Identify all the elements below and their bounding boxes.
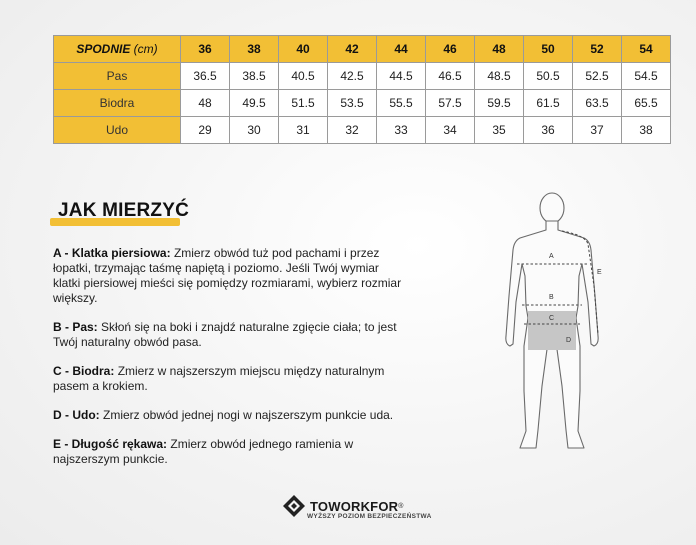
table-cell: 36.5 [181, 63, 230, 90]
size-header: 46 [426, 36, 475, 63]
size-header: 42 [328, 36, 377, 63]
brand-tagline: WYŻSZY POZIOM BEZPIECZEŃSTWA [307, 513, 432, 520]
body-measurement-figure [502, 186, 620, 458]
table-row [54, 90, 671, 117]
table-cell: 38 [622, 117, 671, 144]
table-cell: 65.5 [622, 90, 671, 117]
table-row [54, 63, 671, 90]
unit-label: (cm) [133, 42, 158, 56]
label-d: D [566, 337, 572, 344]
table-cell: 33 [377, 117, 426, 144]
measurement-instructions [53, 246, 403, 481]
table-cell: 40.5 [279, 63, 328, 90]
table-cell: 48 [181, 90, 230, 117]
label-e: E [597, 269, 602, 276]
size-header: 44 [377, 36, 426, 63]
table-cell: 54.5 [622, 63, 671, 90]
garment-label: SPODNIE [76, 42, 131, 56]
size-header: 48 [475, 36, 524, 63]
label-c: C [549, 315, 555, 322]
size-header: 50 [524, 36, 573, 63]
instruction-text: Skłoń się na boki i znajdź naturalne zgięcie ciała; to jest Twój naturalny obwód pasa. [53, 320, 397, 349]
instruction-waist [53, 320, 403, 350]
table-cell: 34 [426, 117, 475, 144]
table-cell: 57.5 [426, 90, 475, 117]
instruction-term: B - Pas: [53, 320, 98, 334]
instruction-term: D - Udo: [53, 408, 100, 422]
label-b: B [549, 294, 554, 301]
size-header: 40 [279, 36, 328, 63]
table-cell: 63.5 [573, 90, 622, 117]
diamond-logo-icon [282, 494, 306, 518]
size-header: 54 [622, 36, 671, 63]
instruction-term: C - Biodra: [53, 364, 115, 378]
instruction-chest [53, 246, 403, 306]
table-cell: 35 [475, 117, 524, 144]
size-header: 38 [230, 36, 279, 63]
table-cell: 31 [279, 117, 328, 144]
section-title: JAK MIERZYĆ [58, 200, 189, 221]
table-cell: 37 [573, 117, 622, 144]
table-cell: 49.5 [230, 90, 279, 117]
size-header-row [54, 36, 671, 63]
instruction-term: A - Klatka piersiowa: [53, 246, 171, 260]
table-cell: 42.5 [328, 63, 377, 90]
table-cell: 38.5 [230, 63, 279, 90]
label-a: A [549, 253, 554, 260]
table-cell: 29 [181, 117, 230, 144]
size-header: 36 [181, 36, 230, 63]
table-cell: 44.5 [377, 63, 426, 90]
instruction-text: Zmierz obwód jednego ramienia w najszerszym punkcie. [53, 437, 354, 466]
table-cell: 53.5 [328, 90, 377, 117]
table-cell: 50.5 [524, 63, 573, 90]
table-cell: 61.5 [524, 90, 573, 117]
table-cell: 55.5 [377, 90, 426, 117]
instruction-text: Zmierz obwód jednej nogi w najszerszym punkcie uda. [103, 408, 394, 422]
brand-name: TOWORKFOR [310, 498, 399, 514]
table-cell: 46.5 [426, 63, 475, 90]
table-corner-label [54, 36, 181, 63]
instruction-thigh [53, 408, 403, 423]
row-header-hips: Biodra [54, 90, 181, 117]
table-cell: 52.5 [573, 63, 622, 90]
instruction-sleeve [53, 437, 403, 467]
table-cell: 59.5 [475, 90, 524, 117]
table-cell: 32 [328, 117, 377, 144]
instruction-term: E - Długość rękawa: [53, 437, 168, 451]
table-row [54, 117, 671, 144]
table-cell: 48.5 [475, 63, 524, 90]
registered-mark: ® [398, 502, 404, 510]
table-cell: 51.5 [279, 90, 328, 117]
instruction-text: Zmierz obwód tuż pod pachami i przez łopatki, trzymając taśmę napiętą i poziomo. Jeśli Twój wymiar klatki piersiowej mieści się pomiędzy rozmiarami, wybierz rozmiar większy. [53, 246, 402, 305]
row-header-waist: Pas [54, 63, 181, 90]
row-header-thigh: Udo [54, 117, 181, 144]
instruction-text: Zmierz w najszerszym miejscu między naturalnym pasem a krokiem. [53, 364, 385, 393]
instruction-hips [53, 364, 403, 394]
size-table [53, 35, 671, 144]
table-cell: 30 [230, 117, 279, 144]
size-header: 52 [573, 36, 622, 63]
table-cell: 36 [524, 117, 573, 144]
